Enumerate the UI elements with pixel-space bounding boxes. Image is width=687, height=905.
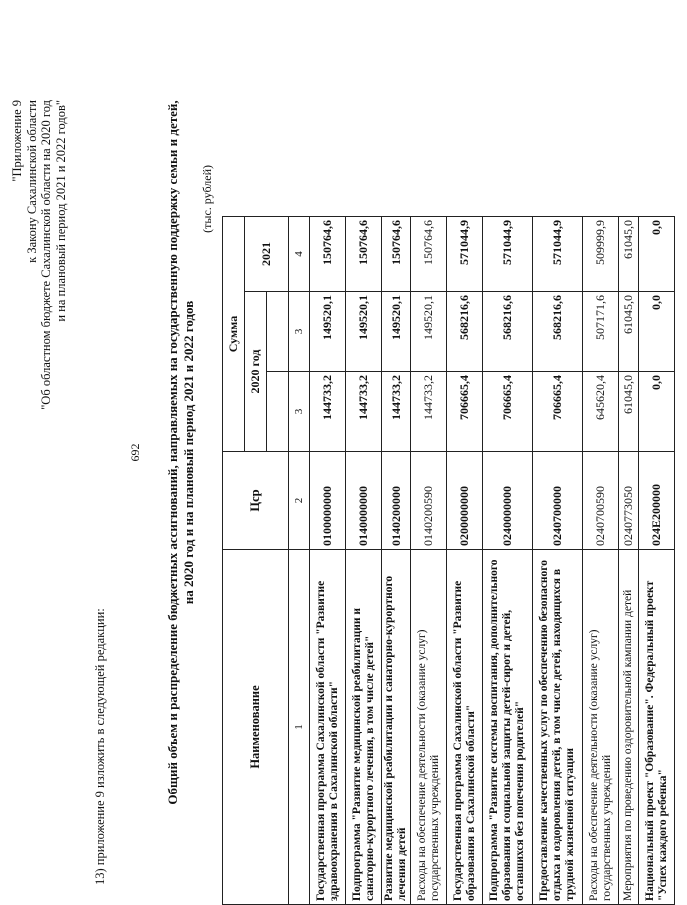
- appendix-note: [10, 100, 68, 410]
- row-value-2020: 0,0: [639, 372, 675, 452]
- row-value-col3: 568216,6: [533, 292, 583, 372]
- row-value-2020: 144733,2: [310, 372, 346, 452]
- column-number: 4: [289, 216, 310, 291]
- row-name: Подпрограмма "Развитие системы воспитания, дополнительного образования и социальной защиты детей-сирот и детей, оставшихся без попечения родителей": [483, 550, 533, 905]
- row-code: 0240000000: [483, 452, 533, 550]
- row-value-2021: 150764,6: [310, 216, 346, 291]
- header-blank: [267, 292, 289, 372]
- row-value-2020: 706665,4: [447, 372, 483, 452]
- header-year-2021: 2021: [245, 216, 289, 291]
- row-code: 0240700000: [533, 452, 583, 550]
- column-number: 2: [289, 452, 310, 550]
- row-name: Предоставление качественных услуг по обеспечению безопасного отдыха и оздоровления детей, в том числе детей, находящихся в трудной жизненной ситуации: [533, 550, 583, 905]
- appendix-line: и на плановый период 2021 и 2022 годов": [53, 100, 68, 322]
- row-value-col3: 149520,1: [411, 292, 447, 372]
- page-number: 692: [128, 443, 142, 462]
- row-name: Расходы на обеспечение деятельности (оказание услуг) государственных учреждений: [411, 550, 447, 905]
- row-value-col3: 61045,0: [619, 292, 639, 372]
- column-number: 3: [289, 372, 310, 452]
- row-value-2021: 150764,6: [346, 216, 382, 291]
- appendix-line: "Об областном бюджете Сахалинской области на 2020 год: [39, 100, 53, 410]
- row-value-2021: 61045,0: [619, 216, 639, 291]
- row-name: Расходы на обеспечение деятельности (оказание услуг) государственных учреждений: [583, 550, 619, 905]
- row-value-2021: 571044,9: [533, 216, 583, 291]
- row-value-col3: 149520,1: [346, 292, 382, 372]
- row-code: 024Е200000: [639, 452, 675, 550]
- row-value-2020: 645620,4: [583, 372, 619, 452]
- row-name: Государственная программа Сахалинской области "Развитие здравоохранения в Сахалинской области": [310, 550, 346, 905]
- row-name: Развитие медицинской реабилитации и санаторно-курортного лечения детей: [382, 550, 411, 905]
- row-value-2021: 0,0: [639, 216, 675, 291]
- row-value-2020: 144733,2: [346, 372, 382, 452]
- column-number: 3: [289, 292, 310, 372]
- row-code: 0200000000: [447, 452, 483, 550]
- row-value-2021: 571044,9: [483, 216, 533, 291]
- units-label: (тыс. рублей): [200, 165, 214, 233]
- row-value-2020: 706665,4: [533, 372, 583, 452]
- row-code: 0140200590: [411, 452, 447, 550]
- row-value-2021: 150764,6: [411, 216, 447, 291]
- document-title: [165, 0, 197, 905]
- row-code: 0140200000: [382, 452, 411, 550]
- header-year-2020: 2020 год: [245, 292, 267, 452]
- row-value-col3: 568216,6: [447, 292, 483, 372]
- row-value-2020: 144733,2: [382, 372, 411, 452]
- row-value-2020: 61045,0: [619, 372, 639, 452]
- row-value-2021: 509999,9: [583, 216, 619, 291]
- row-value-2020: 144733,2: [411, 372, 447, 452]
- header-name: Наименование: [223, 550, 289, 905]
- row-name: Государственная программа Сахалинской области "Развитие образования в Сахалинской области": [447, 550, 483, 905]
- row-code: 0140000000: [346, 452, 382, 550]
- row-code: 0240773050: [619, 452, 639, 550]
- row-value-2020: 706665,4: [483, 372, 533, 452]
- appendix-line: "Приложение 9: [10, 100, 24, 182]
- title-line: Общий объем и распределение бюджетных ассигнований, направляемых на государственную поддержку семьи и детей,: [165, 100, 180, 805]
- row-value-2021: 150764,6: [382, 216, 411, 291]
- header-sum: Сумма: [223, 216, 245, 451]
- row-name: Национальный проект "Образование". Федеральный проект "Успех каждого ребенка": [639, 550, 675, 905]
- row-code: 0100000000: [310, 452, 346, 550]
- row-value-col3: 149520,1: [310, 292, 346, 372]
- empty-margin: [223, 0, 687, 216]
- row-value-col3: 0,0: [639, 292, 675, 372]
- intro-text: 13) приложение 9 изложить в следующей редакции:: [93, 608, 107, 885]
- row-value-2021: 571044,9: [447, 216, 483, 291]
- column-number: 1: [289, 550, 310, 905]
- row-code: 0240700590: [583, 452, 619, 550]
- title-line: на 2020 год и на плановый период 2021 и 2022 годов: [181, 300, 196, 605]
- row-value-col3: 568216,6: [483, 292, 533, 372]
- row-name: Мероприятия по проведению оздоровительной кампании детей: [619, 550, 639, 905]
- budget-table: [222, 0, 687, 905]
- row-value-col3: 149520,1: [382, 292, 411, 372]
- appendix-line: к Закону Сахалинской области: [24, 100, 39, 263]
- row-name: Подпрограмма "Развитие медицинской реабилитации и санаторно-курортного лечения, в том числе детей": [346, 550, 382, 905]
- row-value-col3: 507171,6: [583, 292, 619, 372]
- header-code: Цср: [223, 452, 289, 550]
- header-blank: [267, 372, 289, 452]
